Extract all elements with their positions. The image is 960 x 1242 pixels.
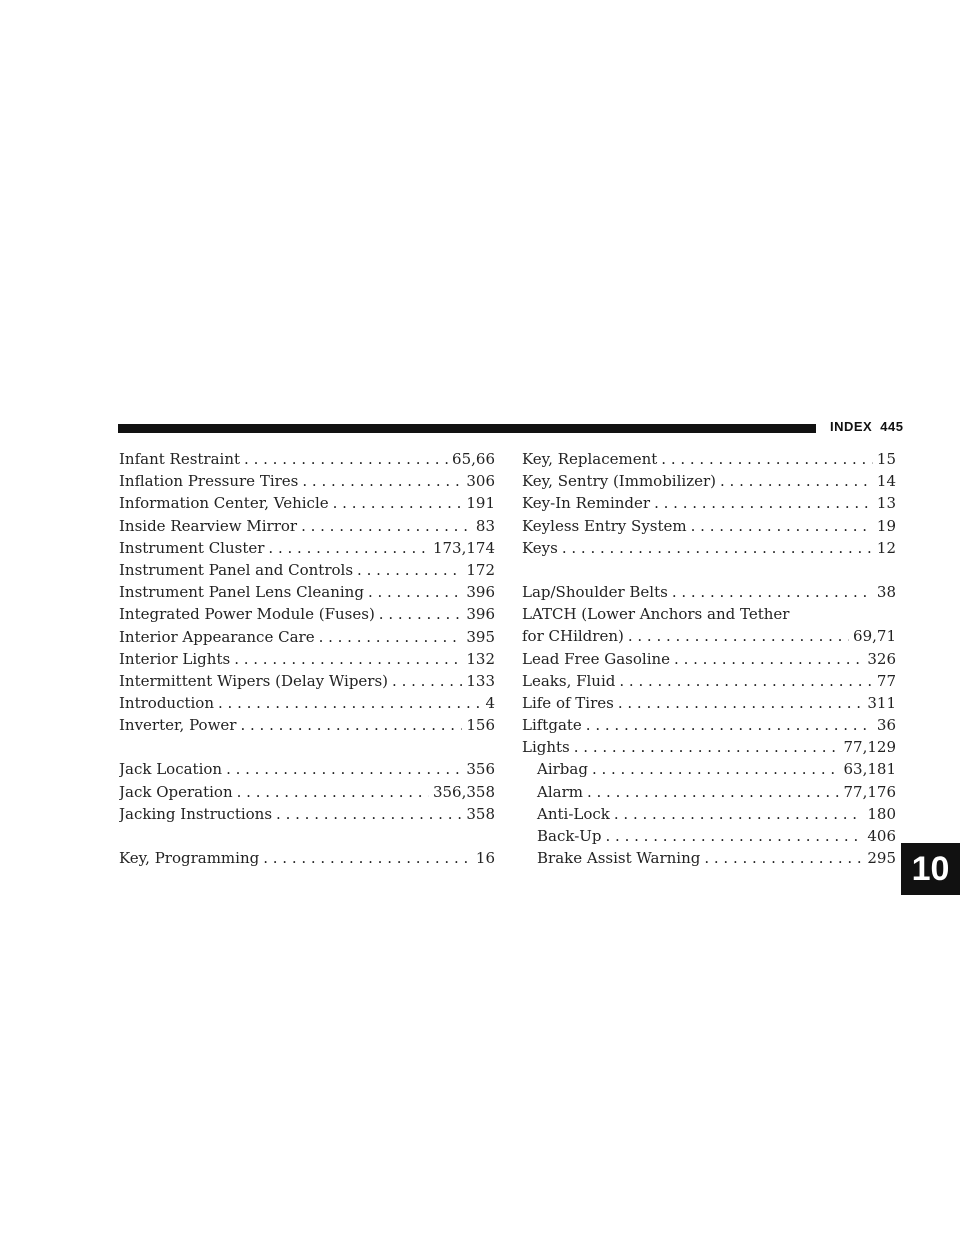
- entry-page: 38: [876, 582, 896, 601]
- entry-page: 36: [876, 716, 896, 735]
- index-entry: [119, 650, 495, 672]
- index-entry: [119, 450, 495, 472]
- entry-term: Intermittent Wipers (Delay Wipers): [119, 671, 389, 690]
- entry-term: Interior Appearance Care: [119, 627, 315, 646]
- index-entry: [119, 494, 495, 516]
- entry-page: 306: [466, 472, 495, 491]
- index-entry: [119, 694, 495, 716]
- entry-term: Inverter, Power: [119, 716, 237, 735]
- index-entry: [119, 561, 495, 583]
- entry-term: Integrated Power Module (Fuses): [119, 605, 375, 624]
- entry-page: 326: [867, 649, 896, 668]
- entry-term: Key, Sentry (Immobilizer): [522, 472, 717, 491]
- running-header: [830, 419, 903, 434]
- entry-page: 65,66: [452, 450, 495, 468]
- entry-term: Airbag: [537, 760, 588, 779]
- entry-term: Key-In Reminder: [522, 494, 651, 513]
- entry-term: Leaks, Fluid: [522, 671, 616, 690]
- entry-term: Inflation Pressure Tires: [119, 472, 299, 491]
- entry-term: Lights: [522, 738, 570, 757]
- index-entry: [522, 738, 896, 760]
- index-entry: [119, 716, 495, 738]
- index-entry: [522, 605, 896, 627]
- entry-term: Interior Lights: [119, 649, 231, 668]
- entry-term: Jack Location: [119, 760, 223, 779]
- section-title: INDEX: [830, 419, 873, 434]
- entry-page: 156: [466, 716, 495, 735]
- entry-term: Lead Free Gasoline: [522, 649, 671, 668]
- index-entry: [522, 583, 896, 605]
- index-entry: [119, 605, 495, 627]
- index-column-right: [522, 450, 896, 871]
- entry-term: Inside Rearview Mirror: [119, 516, 298, 535]
- entry-term: Information Center, Vehicle: [119, 494, 329, 513]
- chapter-tab: 10: [901, 843, 960, 895]
- index-entry: [119, 760, 495, 782]
- page-number: 445: [880, 419, 904, 434]
- index-entry: [522, 494, 896, 516]
- entry-term: Keys: [522, 538, 558, 557]
- entry-page: 180: [867, 804, 896, 823]
- entry-term: Alarm: [537, 782, 583, 801]
- entry-page: 132: [466, 649, 495, 668]
- entry-page: 13: [876, 494, 896, 513]
- entry-page: 77,176: [843, 782, 896, 801]
- entry-term: Infant Restraint: [119, 450, 241, 468]
- index-entry: [119, 672, 495, 694]
- entry-page: 16: [475, 849, 495, 867]
- entry-page: 14: [876, 472, 896, 491]
- entry-page: 69,71: [853, 627, 896, 646]
- entry-term: Instrument Cluster: [119, 538, 265, 557]
- entry-page: 191: [466, 494, 495, 513]
- entry-page: 83: [475, 516, 495, 535]
- entry-term: Key, Programming: [119, 849, 260, 867]
- entry-term: Keyless Entry System: [522, 516, 687, 535]
- index-column-left: [119, 450, 495, 871]
- index-entry: [119, 472, 495, 494]
- entry-page: 311: [867, 693, 896, 712]
- entry-term: Introduction: [119, 694, 214, 713]
- index-subentry: [522, 760, 896, 782]
- index-entry: [119, 783, 495, 805]
- entry-page: 172: [466, 560, 495, 579]
- entry-term: Lap/Shoulder Belts: [522, 582, 668, 601]
- entry-term: LATCH (Lower Anchors and Tether: [522, 605, 790, 624]
- entry-term: Instrument Panel Lens Cleaning: [119, 583, 364, 602]
- entry-page: 295: [867, 849, 896, 868]
- entry-term: Instrument Panel and Controls: [119, 560, 354, 579]
- entry-page: 396: [466, 605, 495, 624]
- index-entry: [522, 672, 896, 694]
- entry-page: 4: [485, 694, 495, 713]
- entry-term: Anti-Lock: [537, 804, 610, 823]
- entry-page: 356,358: [432, 782, 495, 801]
- index-entry: [522, 517, 896, 539]
- index-entry: [119, 517, 495, 539]
- index-subentry: [522, 827, 896, 849]
- entry-page: 356: [466, 760, 495, 779]
- index-subentry: [522, 849, 896, 871]
- index-entry: [522, 627, 896, 649]
- index-entry: [119, 628, 495, 650]
- entry-term: Liftgate: [522, 716, 582, 735]
- index-entry: [522, 650, 896, 672]
- entry-page: 395: [466, 627, 495, 646]
- entry-page: 15: [876, 450, 896, 468]
- entry-term: Brake Assist Warning: [537, 849, 701, 868]
- entry-page: 77,129: [843, 738, 896, 757]
- index-entry: [119, 805, 495, 827]
- entry-page: 396: [466, 583, 495, 602]
- entry-page: 133: [466, 671, 495, 690]
- entry-term: Back-Up: [537, 827, 602, 845]
- index-entry: [119, 849, 495, 871]
- entry-term: Jack Operation: [119, 782, 233, 801]
- entry-page: 19: [876, 516, 896, 535]
- entry-term: for CHildren): [522, 627, 624, 646]
- entry-page: 358: [466, 804, 495, 823]
- index-entry: [522, 472, 896, 494]
- entry-term: Life of Tires: [522, 693, 614, 712]
- index-entry: [119, 539, 495, 561]
- entry-page: 12: [876, 538, 896, 557]
- entry-page: 63,181: [843, 760, 896, 779]
- entry-term: Key, Replacement: [522, 450, 658, 468]
- index-subentry: [522, 805, 896, 827]
- entry-page: 406: [867, 827, 896, 845]
- index-entry: [522, 716, 896, 738]
- entry-term: Jacking Instructions: [119, 804, 273, 823]
- header-rule: [118, 424, 816, 433]
- entry-page: 173,174: [432, 538, 495, 557]
- entry-page: 77: [876, 671, 896, 690]
- index-subentry: [522, 783, 896, 805]
- index-entry: [119, 583, 495, 605]
- index-entry: [522, 694, 896, 716]
- index-entry: [522, 539, 896, 561]
- index-entry: [522, 450, 896, 472]
